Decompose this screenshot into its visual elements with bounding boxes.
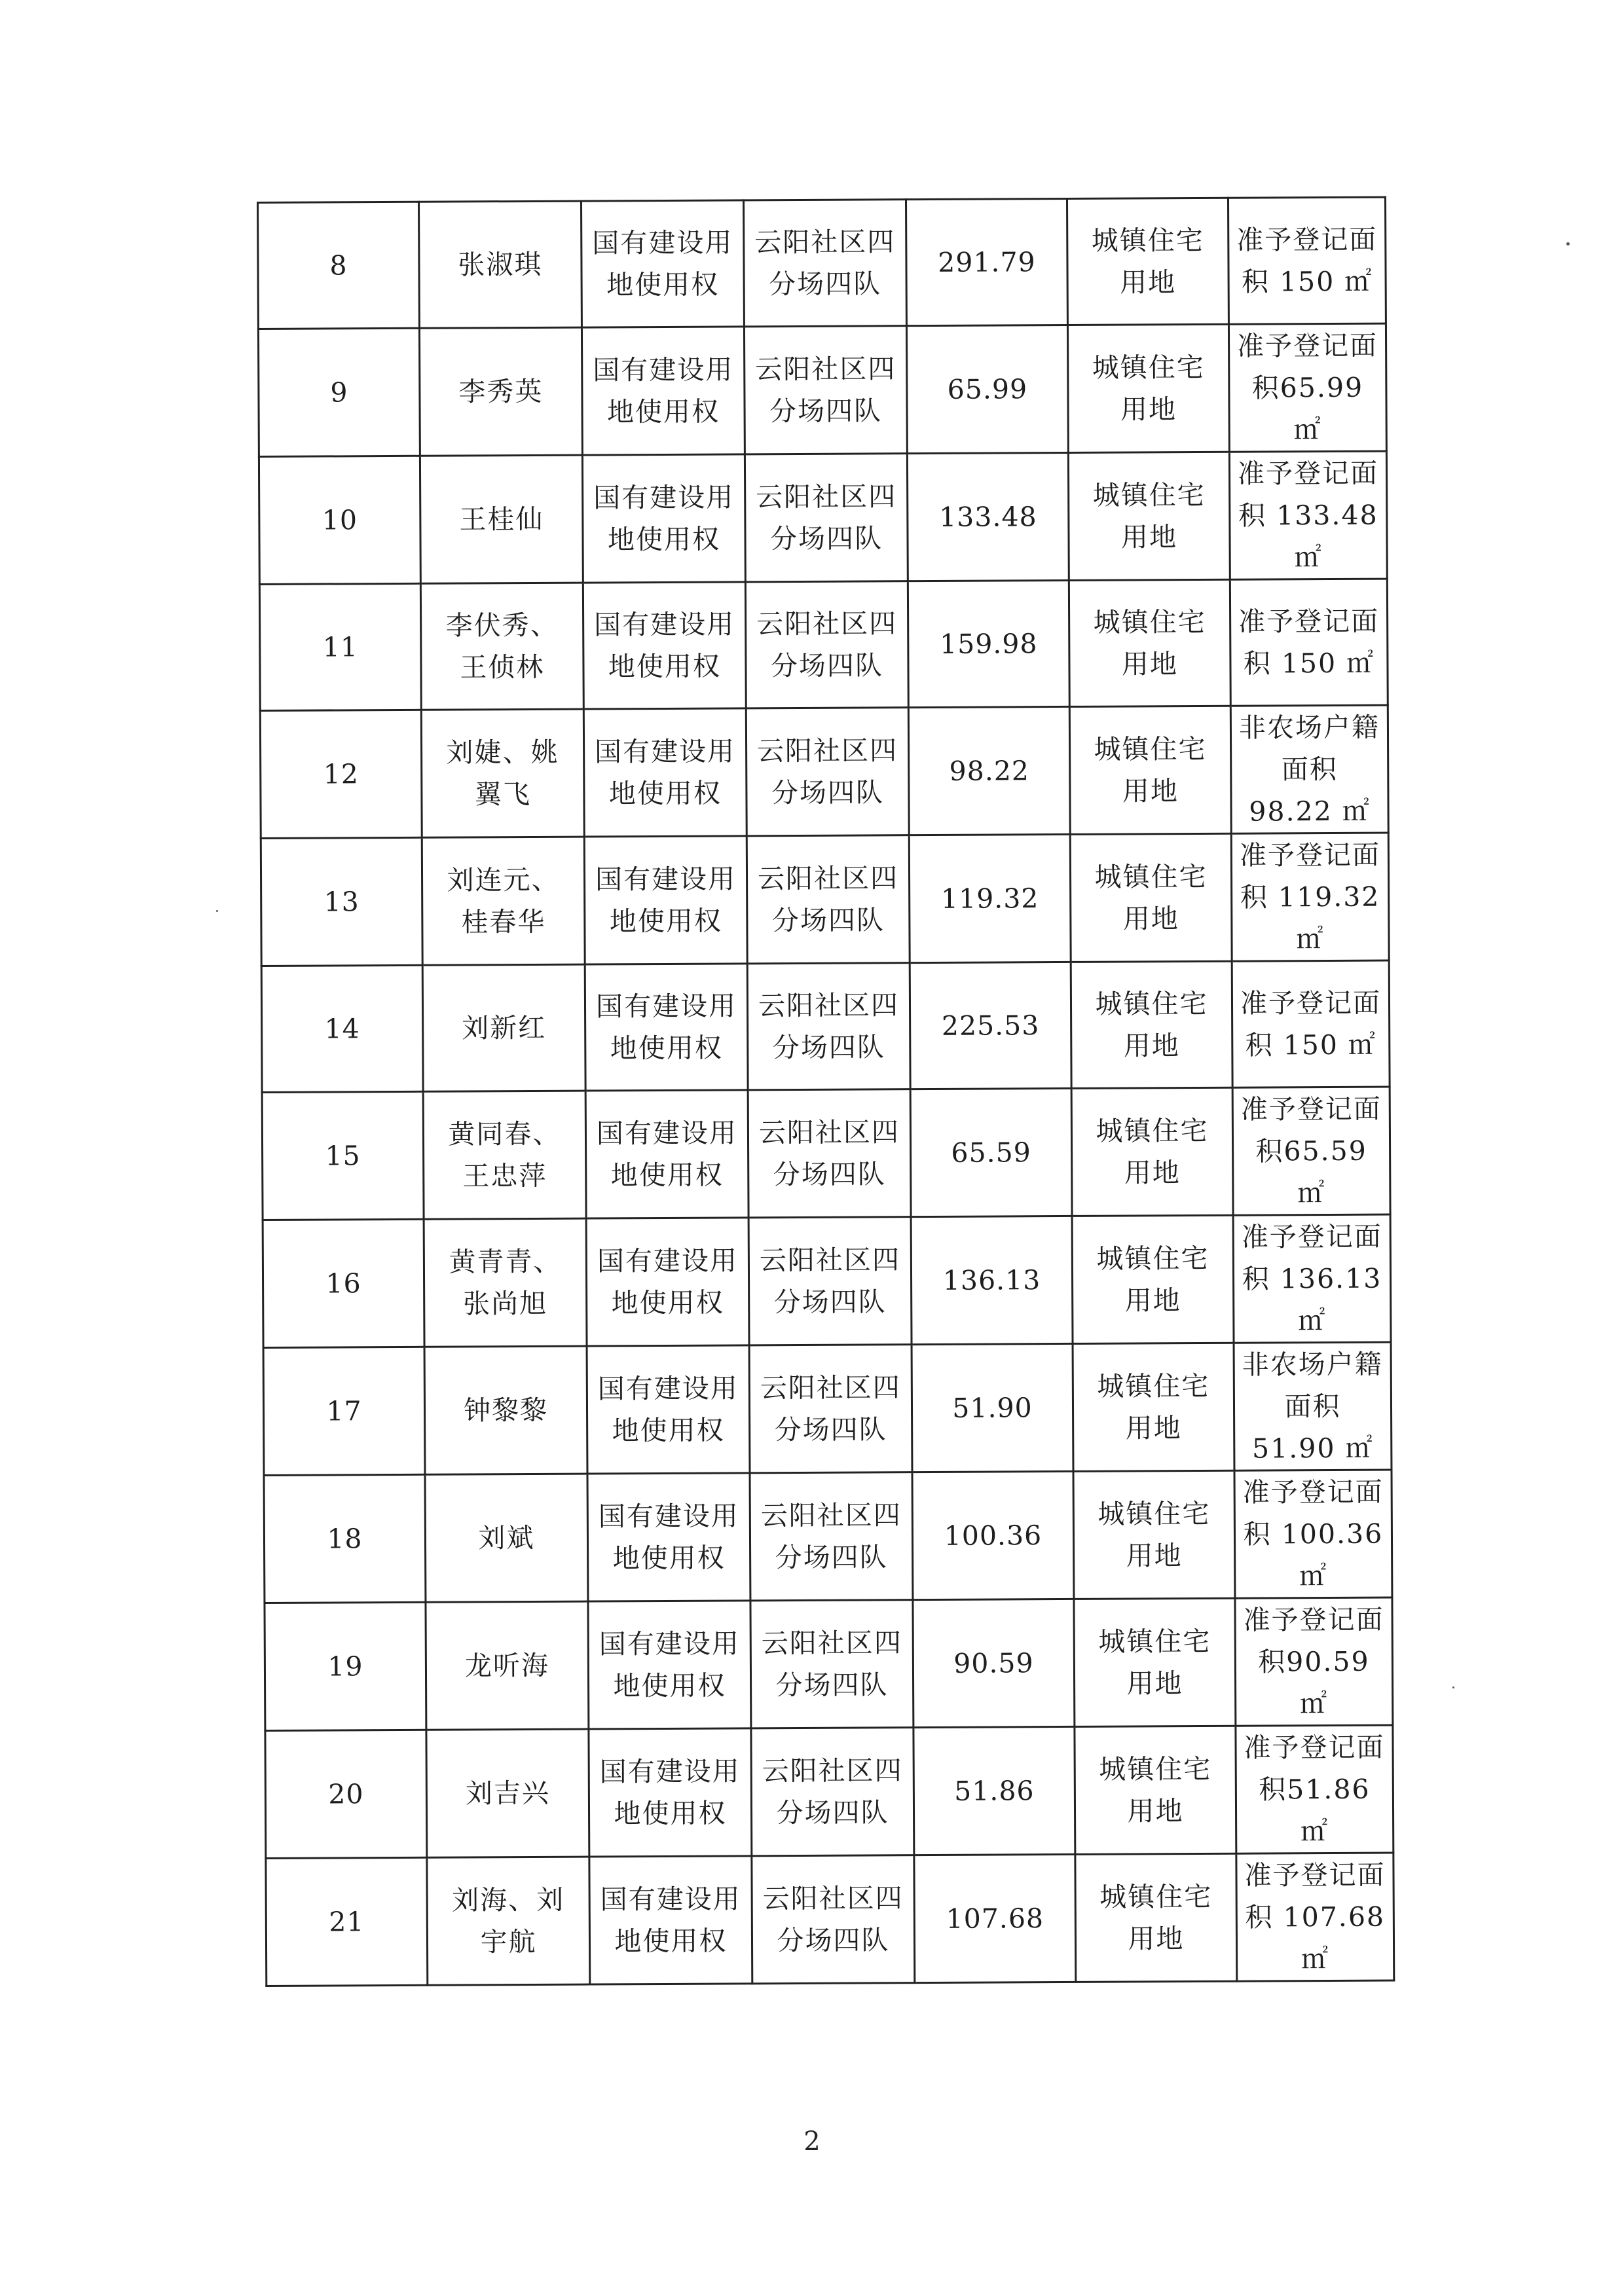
right-type: 国有建设用地使用权	[584, 836, 747, 964]
row-number: 19	[265, 1602, 426, 1730]
parcel-location: 云阳社区四分场四队	[747, 835, 910, 964]
parcel-location: 云阳社区四分场四队	[749, 1345, 912, 1473]
registration-remark: 非农场户籍面积 98.22 ㎡	[1230, 705, 1388, 833]
holder-name: 刘斌	[425, 1474, 588, 1602]
table-row	[262, 1087, 1390, 1220]
land-use: 城镇住宅用地	[1067, 324, 1229, 452]
registration-remark: 准予登记面积65.59 ㎡	[1232, 1087, 1390, 1215]
land-registration-table	[257, 196, 1395, 1987]
registration-remark: 准予登记面积 107.68 ㎡	[1236, 1853, 1394, 1981]
scan-speck	[1566, 242, 1570, 246]
parcel-area: 107.68	[914, 1854, 1076, 1982]
table-row	[260, 705, 1388, 838]
right-type: 国有建设用地使用权	[588, 1601, 751, 1729]
holder-name: 黄同春、王忠萍	[423, 1091, 586, 1219]
registration-remark: 准予登记面积 119.32 ㎡	[1231, 833, 1389, 961]
land-use: 城镇住宅用地	[1074, 1598, 1236, 1726]
right-type: 国有建设用地使用权	[587, 1345, 750, 1474]
registration-remark: 准予登记面积65.99 ㎡	[1228, 323, 1386, 452]
parcel-location: 云阳社区四分场四队	[750, 1472, 913, 1601]
row-number: 20	[265, 1730, 427, 1858]
land-use: 城镇住宅用地	[1071, 1087, 1233, 1216]
right-type: 国有建设用地使用权	[589, 1728, 752, 1857]
right-type: 国有建设用地使用权	[589, 1856, 752, 1984]
land-use: 城镇住宅用地	[1072, 1215, 1234, 1343]
parcel-area: 136.13	[911, 1216, 1073, 1344]
page-number: 2	[803, 2126, 821, 2157]
holder-name: 刘新红	[422, 964, 585, 1091]
parcel-location: 云阳社区四分场四队	[744, 326, 907, 454]
registration-remark: 准予登记面积 100.36 ㎡	[1234, 1470, 1392, 1598]
registration-remark: 准予登记面积 150 ㎡	[1228, 197, 1386, 324]
table-row	[264, 1470, 1392, 1603]
registry-table-container	[257, 196, 1393, 1987]
parcel-area: 291.79	[906, 198, 1067, 325]
parcel-area: 133.48	[907, 452, 1069, 581]
land-use: 城镇住宅用地	[1068, 452, 1230, 580]
parcel-location: 云阳社区四分场四队	[743, 200, 906, 327]
row-number: 14	[261, 965, 423, 1092]
parcel-area: 98.22	[908, 706, 1070, 835]
land-use: 城镇住宅用地	[1067, 198, 1228, 325]
parcel-location: 云阳社区四分场四队	[752, 1855, 915, 1984]
registration-remark: 准予登记面积90.59 ㎡	[1235, 1597, 1393, 1726]
registration-remark: 非农场户籍面积 51.90 ㎡	[1234, 1342, 1392, 1470]
land-use: 城镇住宅用地	[1075, 1853, 1237, 1982]
holder-name: 刘婕、姚翼飞	[421, 709, 584, 837]
land-use: 城镇住宅用地	[1069, 579, 1230, 706]
parcel-area: 100.36	[912, 1471, 1074, 1599]
land-use: 城镇住宅用地	[1073, 1470, 1235, 1599]
row-number: 17	[263, 1347, 425, 1475]
registration-remark: 准予登记面积 133.48 ㎡	[1229, 451, 1387, 579]
holder-name: 张淑琪	[419, 201, 582, 328]
parcel-location: 云阳社区四分场四队	[745, 454, 908, 582]
table-row	[258, 197, 1386, 329]
row-number: 18	[264, 1474, 426, 1603]
row-number: 11	[259, 583, 421, 710]
holder-name: 刘吉兴	[426, 1729, 589, 1857]
holder-name: 龙听海	[426, 1601, 589, 1730]
right-type: 国有建设用地使用权	[585, 1090, 748, 1218]
row-number: 21	[266, 1857, 428, 1986]
table-row	[265, 1725, 1393, 1858]
right-type: 国有建设用地使用权	[585, 964, 748, 1091]
holder-name: 李伏秀、王侦林	[420, 583, 583, 710]
table-row	[259, 579, 1388, 710]
parcel-area: 225.53	[910, 962, 1071, 1089]
parcel-area: 51.90	[912, 1343, 1073, 1472]
table-body	[258, 197, 1394, 1986]
right-type: 国有建设用地使用权	[583, 582, 746, 709]
holder-name: 李秀英	[419, 327, 582, 456]
table-row	[265, 1597, 1393, 1730]
land-use: 城镇住宅用地	[1070, 833, 1232, 962]
parcel-area: 119.32	[909, 834, 1071, 962]
parcel-location: 云阳社区四分场四队	[747, 963, 910, 1090]
table-row	[258, 323, 1386, 456]
holder-name: 黄青青、张尚旭	[424, 1218, 587, 1347]
row-number: 10	[259, 456, 420, 584]
table-row	[259, 451, 1387, 584]
table-row	[263, 1342, 1392, 1475]
parcel-area: 51.86	[913, 1726, 1075, 1855]
right-type: 国有建设用地使用权	[581, 327, 745, 455]
registration-remark: 准予登记面积51.86 ㎡	[1236, 1725, 1393, 1853]
holder-name: 刘连元、桂春华	[422, 837, 585, 965]
registration-remark: 准予登记面积 150 ㎡	[1230, 579, 1388, 706]
holder-name: 刘海、刘宇航	[427, 1857, 590, 1985]
row-number: 12	[260, 710, 422, 838]
parcel-area: 159.98	[908, 580, 1069, 707]
registration-remark: 准予登记面积 136.13 ㎡	[1233, 1214, 1391, 1343]
table-row	[266, 1853, 1394, 1986]
row-number: 9	[258, 328, 420, 456]
table-row	[261, 960, 1390, 1092]
scan-speck	[216, 910, 218, 912]
parcel-location: 云阳社区四分场四队	[746, 708, 909, 836]
row-number: 16	[263, 1219, 424, 1347]
parcel-area: 65.59	[910, 1088, 1072, 1216]
land-use: 城镇住宅用地	[1069, 706, 1231, 834]
table-row	[261, 833, 1389, 966]
registration-remark: 准予登记面积 150 ㎡	[1232, 960, 1390, 1087]
parcel-location: 云阳社区四分场四队	[751, 1728, 914, 1856]
parcel-location: 云阳社区四分场四队	[748, 1089, 911, 1218]
land-use: 城镇住宅用地	[1075, 1726, 1236, 1854]
parcel-location: 云阳社区四分场四队	[748, 1217, 912, 1345]
right-type: 国有建设用地使用权	[583, 708, 747, 837]
row-number: 15	[262, 1091, 424, 1220]
right-type: 国有建设用地使用权	[582, 454, 745, 583]
land-use: 城镇住宅用地	[1071, 961, 1232, 1088]
parcel-area: 90.59	[913, 1599, 1075, 1727]
row-number: 13	[261, 837, 422, 966]
parcel-area: 65.99	[906, 325, 1068, 453]
table-row	[263, 1214, 1391, 1347]
parcel-location: 云阳社区四分场四队	[750, 1600, 913, 1728]
holder-name: 王桂仙	[420, 455, 583, 583]
right-type: 国有建设用地使用权	[581, 200, 745, 327]
right-type: 国有建设用地使用权	[586, 1218, 749, 1346]
row-number: 8	[258, 202, 420, 329]
scan-speck	[1452, 1686, 1454, 1688]
holder-name: 钟黎黎	[424, 1346, 587, 1474]
right-type: 国有建设用地使用权	[587, 1473, 750, 1601]
land-use: 城镇住宅用地	[1073, 1343, 1234, 1471]
parcel-location: 云阳社区四分场四队	[745, 581, 908, 708]
